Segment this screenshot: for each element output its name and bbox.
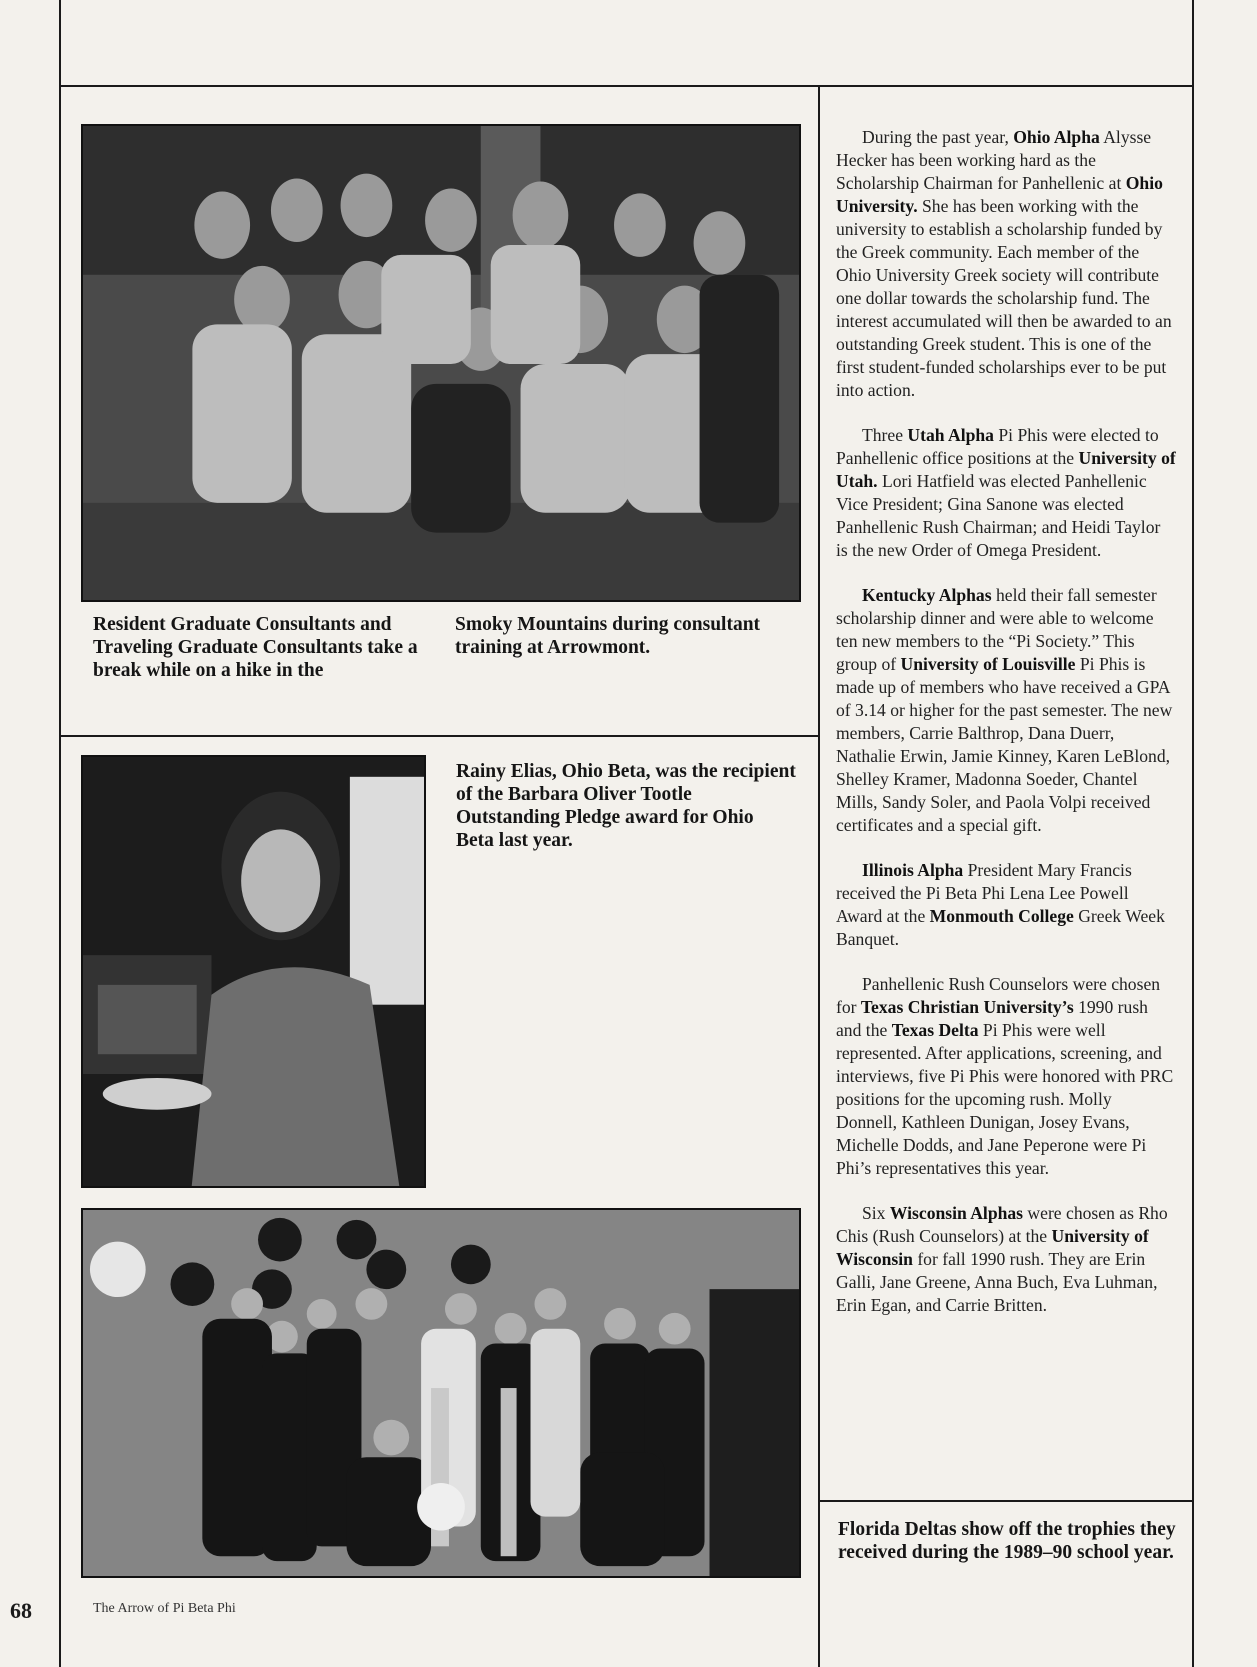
florida-deltas-trophies-photo [81, 1208, 801, 1578]
bold-name: Wisconsin Alphas [889, 1203, 1024, 1223]
article-text: for fall 1990 rush. They are Erin Galli, Jane Greene, Anna Buch, Eva Luhman, Erin Egan, and Carrie Britten. [836, 1249, 1158, 1315]
article-text: Pi Phis were well represented. After applications, screening, and interviews, five Pi Phis were honored with PRC positions for the upcoming rush. Molly Donnell, Kathleen Dunigan, Josey Evans, Michelle Dodds, and Jane Peperone were Pi Phi’s representatives this year. [836, 1020, 1174, 1178]
article-text: Greek Week Banquet. [836, 906, 1165, 949]
page-number: 68 [10, 1598, 32, 1623]
article-illinois-alpha [836, 859, 1176, 951]
article-ohio-alpha [836, 126, 1176, 402]
article-text: Pi Phis were elected to Panhellenic office positions at the [836, 425, 1159, 468]
article-text: held their fall semester scholarship dinner and were able to welcome ten new members to the “Pi Society.” This group of [836, 585, 1157, 674]
article-text: President Mary Francis received the Pi Beta Phi Lena Lee Powell Award at the [836, 860, 1132, 926]
bold-name: Ohio Alpha [1013, 127, 1100, 147]
article-text: were chosen as Rho Chis (Rush Counselors) at the [836, 1203, 1168, 1246]
bold-name: Illinois Alpha [862, 860, 964, 880]
bold-name: Texas Christian University’s [860, 997, 1074, 1017]
article-text: Six [862, 1203, 890, 1223]
rainy-elias-portrait-photo [81, 755, 426, 1188]
section-divider-rule [60, 735, 819, 737]
consultants-caption-right: Smoky Mountains during consultant training at Arrowmont. [455, 614, 761, 658]
bold-name: Texas Delta [891, 1020, 979, 1040]
article-wisconsin-alpha [836, 1202, 1176, 1317]
article-texas-delta [836, 973, 1176, 1180]
article-text: Panhellenic Rush Counselors were chosen for [836, 974, 1161, 1017]
article-text: Three [862, 425, 908, 445]
bold-name: University of Utah. [836, 448, 1176, 491]
right-outer-rule [1192, 0, 1194, 1667]
article-text: She has been working with the university to establish a scholarship funded by the Greek community. Each member of the Ohio University Greek society will contribute one dollar towards the scholarship fund. The interest accumulated will then be awarded to an outstanding Greek student. This is one of the first student-funded scholarships ever to be put into action. [836, 196, 1172, 400]
article-text: Alysse Hecker has been working hard as the Scholarship Chairman for Panhellenic at [836, 127, 1152, 193]
bold-name: University of Wisconsin [836, 1226, 1149, 1269]
article-text: During the past year, [862, 127, 1014, 147]
column-divider-rule [818, 86, 820, 1667]
bold-name: Kentucky Alphas [862, 585, 992, 605]
bold-name: Monmouth College [929, 906, 1074, 926]
bold-name: Utah Alpha [907, 425, 994, 445]
rainy-elias-caption: Rainy Elias, Ohio Beta, was the recipient of the Barbara Oliver Tootle Outstanding Pledge award for Ohio Beta last year. [456, 761, 796, 851]
bold-name: Ohio University. [836, 173, 1163, 216]
article-utah-alpha [836, 424, 1176, 562]
article-text: Lori Hatfield was elected Panhellenic Vice President; Gina Sanone was elected Panhellenic Rush Chairman; and Heidi Taylor is the new Order of Omega President. [836, 471, 1161, 560]
article-kentucky-alpha [836, 584, 1176, 837]
article-text: 1990 rush and the [836, 997, 1148, 1040]
consultants-caption-left: Resident Graduate Consultants and Traveling Graduate Consultants take a break while on a hike in the [93, 614, 418, 681]
consultants-group-photo [81, 124, 801, 602]
bold-name: University of Louisville [900, 654, 1076, 674]
florida-deltas-caption: Florida Deltas show off the trophies they received during the 1989–90 school year. [838, 1519, 1176, 1563]
right-column-articles [836, 126, 1176, 1339]
top-box-bottom-rule [59, 85, 1194, 87]
publication-footer: The Arrow of Pi Beta Phi [93, 1601, 236, 1616]
florida-caption-rule [819, 1500, 1193, 1502]
top-border-rule [59, 0, 61, 1667]
article-text: Pi Phis is made up of members who have received a GPA of 3.14 or higher for the past semester. The new members, Carrie Balthrop, Dana Duerr, Nathalie Erwin, Jamie Kinney, Karen LeBlond, Shelley Kramer, Madonna Soeder, Chantel Mills, Sandy Soler, and Paola Volpi received certificates and a special gift. [836, 654, 1173, 835]
